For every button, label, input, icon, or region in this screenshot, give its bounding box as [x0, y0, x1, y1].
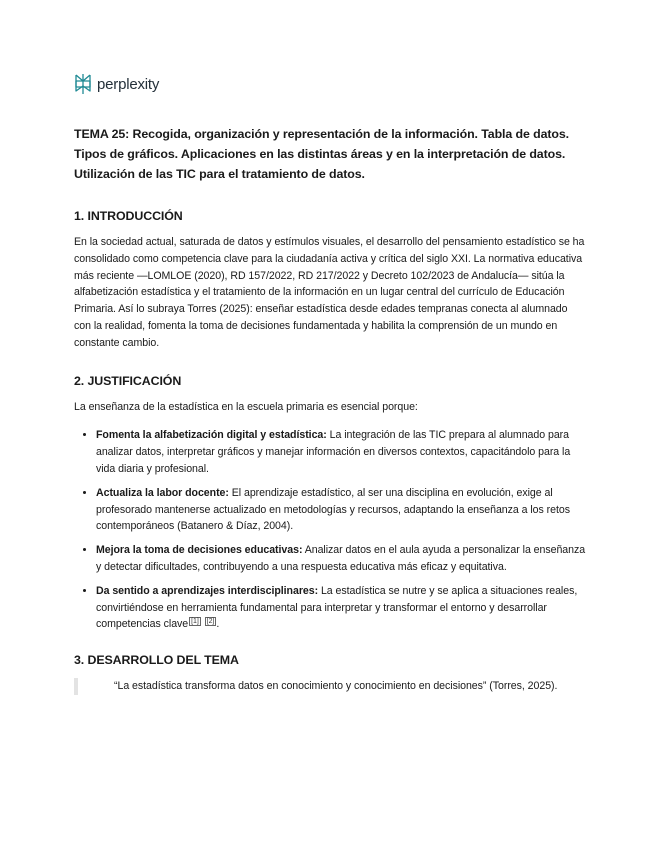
- list-item-title: Mejora la toma de decisiones educativas:: [96, 544, 303, 557]
- list-item-text: Analizar datos en el aula ayuda a personalizar la enseñanza y detectar dificultades, contribuyendo a una respuesta educativa más eficaz y equitativa.: [96, 544, 586, 573]
- brand-logo: [74, 72, 586, 96]
- document-page: [74, 72, 586, 695]
- justification-list: [74, 427, 586, 633]
- list-item-text: La estadística se nutre y se aplica a situaciones reales, convirtiéndose en herramienta fundamental para interpretar y transformar el entorno y desarrollar competencias clave: [96, 584, 578, 631]
- citation-link-2[interactable]: [2]: [206, 617, 215, 625]
- list-item-text: El aprendizaje estadístico, al ser una disciplina en evolución, exige al profesorado mantenerse actualizado en metodologías y recursos, adaptando la enseñanza a los retos contemporáneos (Batanero & Díaz, 2004).: [96, 486, 570, 533]
- blockquote: “La estadística transforma datos en conocimiento y conocimiento en decisiones” (Torres, 2025).: [74, 678, 586, 695]
- justification-lead: La enseñanza de la estadística en la escuela primaria es esencial porque:: [74, 400, 418, 413]
- list-item: [96, 542, 586, 576]
- citation-link-1[interactable]: [1]: [191, 617, 199, 625]
- list-item-title: Da sentido a aprendizajes interdisciplinares:: [96, 584, 319, 597]
- list-item-end: .: [216, 618, 220, 631]
- list-item: [96, 427, 586, 477]
- introduction-paragraph: En la sociedad actual, saturada de datos y estímulos visuales, el desarrollo del pensamiento estadístico se ha consolidado como competencia clave para la ciudadanía activa y crítica del siglo XXI. La normativa educativa más reciente —LOMLOE (2020), RD 157/2022, RD 217/2022 y Decreto 102/2023 de Andalucía— sitúa la alfabetización estadística y el tratamiento de la información en un lugar central del currículo de Educación Primaria. Así lo subraya Torres (2025): enseñar estadística desde edades tempranas conecta al alumnado con la realidad, fomenta la toma de decisiones fundamentada y habilita la comprensión de un mundo en constante cambio.: [74, 236, 585, 349]
- section-heading-introduction: 1. INTRODUCCIÓN: [74, 209, 183, 223]
- document-title: TEMA 25: Recogida, organización y representación de la información. Tabla de datos. Tipos de gráficos. Aplicaciones en las distintas áreas y en la interpretación de datos. Utilización de las TIC para el tratamiento de datos.: [74, 127, 570, 181]
- perplexity-logo-icon: [74, 73, 92, 95]
- list-item: [96, 583, 586, 633]
- section-heading-justification: 2. JUSTIFICACIÓN: [74, 373, 182, 388]
- list-item-title: Fomenta la alfabetización digital y estadística:: [96, 429, 327, 442]
- list-item: [96, 485, 586, 535]
- list-item-title: Actualiza la labor docente:: [96, 486, 229, 499]
- brand-name: perplexity: [97, 75, 160, 93]
- list-item-text: La integración de las TIC prepara al alumnado para analizar datos, interpretar gráficos y manejar información en diversos contextos, capacitándolo para la vida diaria y profesional.: [96, 429, 571, 475]
- section-heading-development: 3. DESARROLLO DEL TEMA: [74, 653, 239, 668]
